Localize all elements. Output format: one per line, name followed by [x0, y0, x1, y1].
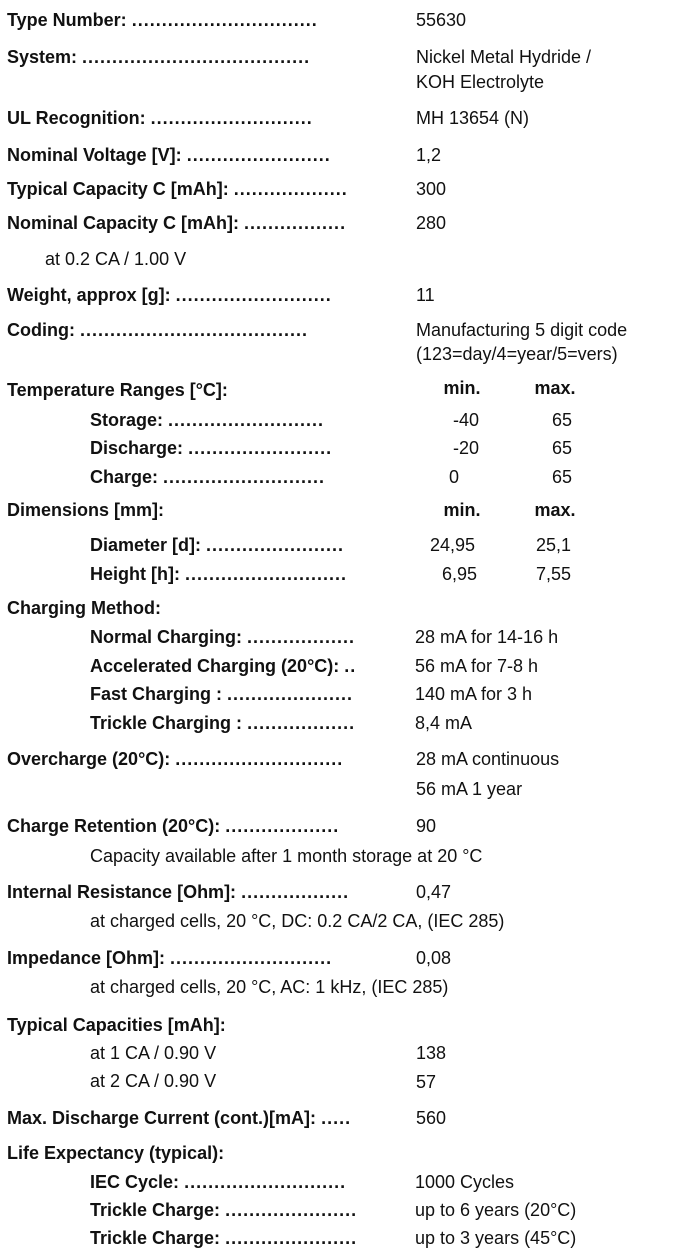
fast-charging-label: Fast Charging : ..................... — [90, 684, 354, 704]
ul-label: UL Recognition: ........................... — [7, 108, 313, 128]
charge-min: 0 — [449, 467, 460, 487]
temperature-max-header: max. — [534, 378, 576, 398]
impedance-note: at charged cells, 20 °C, AC: 1 kHz, (IEC 285) — [90, 977, 449, 997]
diameter-min: 24,95 — [430, 535, 476, 555]
nominal-capacity-note: at 0.2 CA / 1.00 V — [45, 249, 187, 269]
dimensions-max-header: max. — [534, 500, 576, 520]
nominal-capacity-label: Nominal Capacity C [mAh]: ................. — [7, 213, 347, 233]
height-min: 6,95 — [442, 564, 478, 584]
overcharge-label: Overcharge (20°C): ............................ — [7, 749, 344, 769]
ul-value: MH 13654 (N) — [416, 108, 530, 128]
nominal-voltage-label: Nominal Voltage [V]: ........................ — [7, 145, 331, 165]
capacity-1ca-label: at 1 CA / 0.90 V — [90, 1043, 217, 1063]
life-expectancy-label: Life Expectancy (typical): — [7, 1143, 225, 1163]
charge-max: 65 — [551, 467, 573, 487]
storage-label: Storage: .......................... — [90, 410, 325, 430]
temperature-min-header: min. — [443, 378, 481, 398]
type-number-label: Type Number: ............................... — [7, 10, 318, 30]
weight-value: 11 — [416, 285, 435, 305]
overcharge-value-line1: 28 mA continuous — [416, 749, 560, 769]
discharge-min: -20 — [452, 438, 479, 458]
trickle-charging-label: Trickle Charging : .................. — [90, 713, 356, 733]
diameter-label: Diameter [d]: ....................... — [90, 535, 345, 555]
storage-min: -40 — [452, 410, 479, 430]
impedance-value: 0,08 — [416, 948, 452, 968]
charge-label: Charge: ........................... — [90, 467, 326, 487]
charge-retention-value: 90 — [416, 816, 437, 836]
normal-charging-value: 28 mA for 14-16 h — [415, 627, 559, 647]
discharge-label: Discharge: ........................ — [90, 438, 333, 458]
typical-capacity-value: 300 — [416, 179, 447, 199]
height-max: 7,55 — [536, 564, 572, 584]
internal-resistance-note: at charged cells, 20 °C, DC: 0.2 CA/2 CA, (IEC 285) — [90, 911, 505, 931]
dimensions-label: Dimensions [mm]: — [7, 500, 165, 520]
nominal-capacity-value: 280 — [416, 213, 447, 233]
capacity-2ca-label: at 2 CA / 0.90 V — [90, 1071, 217, 1091]
coding-value-line2: (123=day/4=year/5=vers) — [416, 344, 618, 364]
fast-charging-value: 140 mA for 3 h — [415, 684, 533, 704]
max-discharge-value: 560 — [416, 1108, 447, 1128]
charge-retention-label: Charge Retention (20°C): ................... — [7, 816, 340, 836]
coding-label: Coding: ...................................... — [7, 320, 309, 340]
typical-capacity-label: Typical Capacity C [mAh]: ................... — [7, 179, 348, 199]
capacity-1ca-value: 138 — [416, 1043, 447, 1063]
height-label: Height [h]: ........................... — [90, 564, 348, 584]
accelerated-charging-value: 56 mA for 7-8 h — [415, 656, 539, 676]
charging-method-label: Charging Method: — [7, 598, 161, 618]
dimensions-min-header: min. — [443, 500, 481, 520]
normal-charging-label: Normal Charging: .................. — [90, 627, 356, 647]
nominal-voltage-value: 1,2 — [416, 145, 442, 165]
internal-resistance-value: 0,47 — [416, 882, 452, 902]
trickle-charge-20-value: up to 6 years (20°C) — [415, 1200, 577, 1220]
trickle-charge-45-label: Trickle Charge: ...................... — [90, 1228, 358, 1248]
system-label: System: ...................................... — [7, 47, 311, 67]
trickle-charging-value: 8,4 mA — [415, 713, 473, 733]
internal-resistance-label: Internal Resistance [Ohm]: .................. — [7, 882, 350, 902]
iec-cycle-label: IEC Cycle: ........................... — [90, 1172, 347, 1192]
capacity-2ca-value: 57 — [416, 1072, 437, 1092]
typical-capacities-label: Typical Capacities [mAh]: — [7, 1015, 226, 1035]
max-discharge-label: Max. Discharge Current (cont.)[mA]: ..... — [7, 1108, 352, 1128]
system-value-line2: KOH Electrolyte — [416, 72, 545, 92]
iec-cycle-value: 1000 Cycles — [415, 1172, 515, 1192]
weight-label: Weight, approx [g]: .......................... — [7, 285, 332, 305]
system-value-line1: Nickel Metal Hydride / — [416, 47, 592, 67]
temperature-label: Temperature Ranges [°C]: — [7, 380, 228, 400]
accelerated-charging-label: Accelerated Charging (20°C): .. — [90, 656, 357, 676]
trickle-charge-45-value: up to 3 years (45°C) — [415, 1228, 577, 1248]
coding-value-line1: Manufacturing 5 digit code — [416, 320, 628, 340]
diameter-max: 25,1 — [536, 535, 572, 555]
overcharge-value-line2: 56 mA 1 year — [416, 779, 523, 799]
trickle-charge-20-label: Trickle Charge: ...................... — [90, 1200, 358, 1220]
discharge-max: 65 — [551, 438, 573, 458]
charge-retention-note: Capacity available after 1 month storage at 20 °C — [90, 846, 483, 866]
impedance-label: Impedance [Ohm]: ........................... — [7, 948, 333, 968]
storage-max: 65 — [551, 410, 573, 430]
type-number-value: 55630 — [416, 10, 467, 30]
